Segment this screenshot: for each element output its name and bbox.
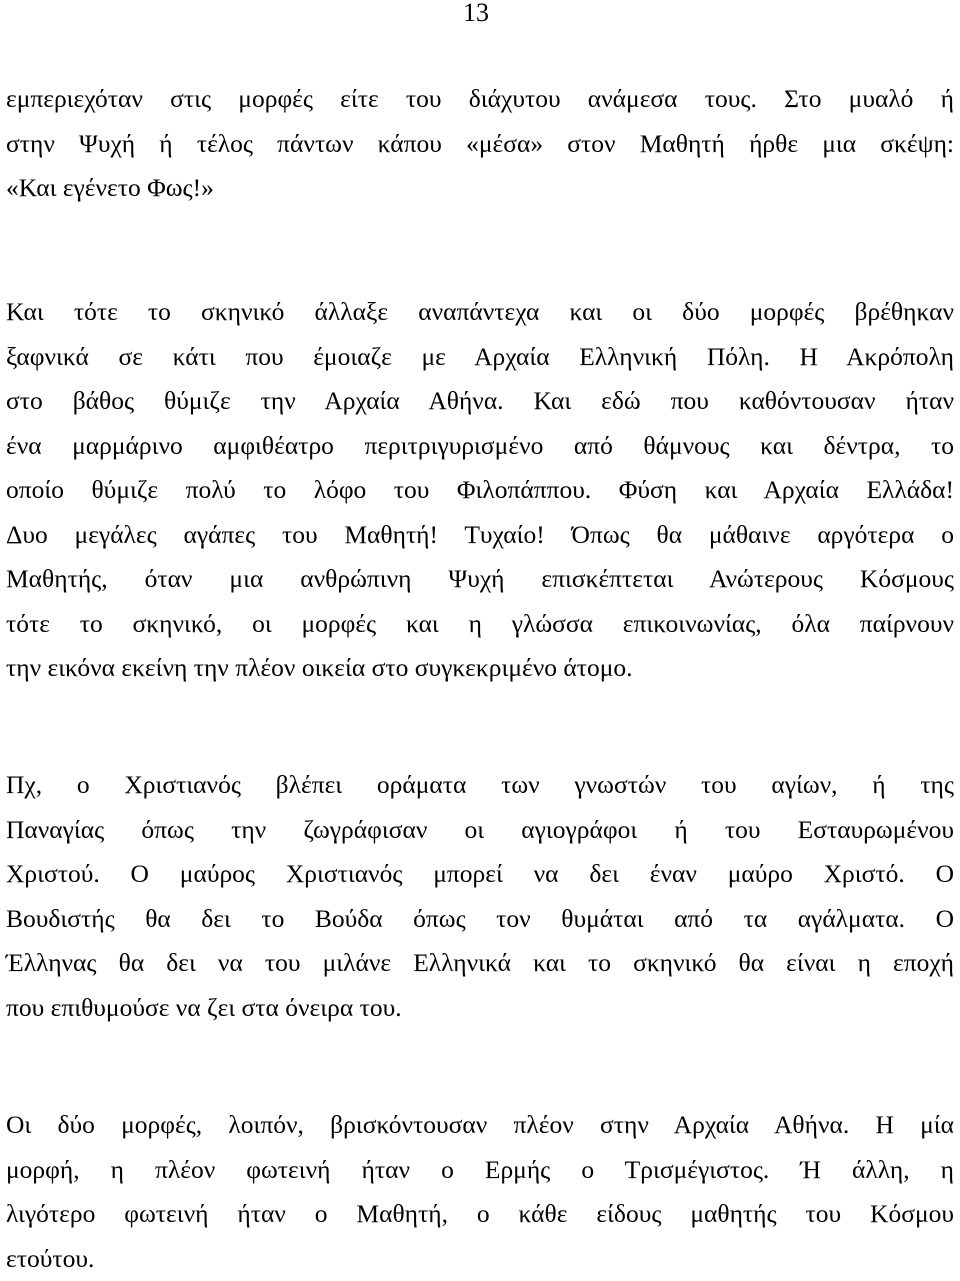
paragraph-2: [6, 290, 954, 691]
text-line: Δυο μεγάλες αγάπες του Μαθητή! Τυχαίο! Όπως θα μάθαινε αργότερα ο: [6, 513, 954, 558]
text-line: Χριστού. Ο μαύρος Χριστιανός μπορεί να δει έναν μαύρο Χριστό. Ο: [6, 852, 954, 897]
text-line: Μαθητής, όταν μια ανθρώπινη Ψυχή επισκέπτεται Ανώτερους Κόσμους: [6, 557, 954, 602]
text-line: τότε το σκηνικό, οι μορφές και η γλώσσα επικοινωνίας, όλα παίρνουν: [6, 602, 954, 647]
text-line: ξαφνικά σε κάτι που έμοιαζε με Αρχαία Ελληνική Πόλη. Η Ακρόπολη: [6, 335, 954, 380]
text-line: Βουδιστής θα δει το Βούδα όπως τον θυμάται από τα αγάλματα. Ο: [6, 897, 954, 942]
text-line: «Και εγένετο Φως!»: [6, 166, 954, 211]
text-line: στο βάθος θύμιζε την Αρχαία Αθήνα. Και εδώ που καθόντουσαν ήταν: [6, 379, 954, 424]
text-line: την εικόνα εκείνη την πλέον οικεία στο συγκεκριμένο άτομο.: [6, 646, 954, 691]
text-line: εμπεριεχόταν στις μορφές είτε του διάχυτου ανάμεσα τους. Στο μυαλό ή: [6, 77, 954, 122]
page-number: 13: [463, 0, 489, 30]
paragraph-4: [6, 1103, 954, 1281]
paragraph-1: [6, 77, 954, 211]
text-line: μορφή, η πλέον φωτεινή ήταν ο Ερμής ο Τρισμέγιστος. Ή άλλη, η: [6, 1148, 954, 1193]
paragraph-3: [6, 763, 954, 1030]
text-line: ένα μαρμάρινο αμφιθέατρο περιτριγυρισμένο από θάμνους και δέντρα, το: [6, 424, 954, 469]
text-line: ετούτου.: [6, 1237, 954, 1281]
text-line: Παναγίας όπως την ζωγράφισαν οι αγιογράφοι ή του Εσταυρωμένου: [6, 808, 954, 853]
text-line: στην Ψυχή ή τέλος πάντων κάπου «μέσα» στον Μαθητή ήρθε μια σκέψη:: [6, 122, 954, 167]
text-line: Έλληνας θα δει να του μιλάνε Ελληνικά και το σκηνικό θα είναι η εποχή: [6, 941, 954, 986]
text-line: λιγότερο φωτεινή ήταν ο Μαθητή, ο κάθε είδους μαθητής του Κόσμου: [6, 1192, 954, 1237]
text-line: Οι δύο μορφές, λοιπόν, βρισκόντουσαν πλέον στην Αρχαία Αθήνα. Η μία: [6, 1103, 954, 1148]
text-line: Πχ, ο Χριστιανός βλέπει οράματα των γνωστών του αγίων, ή της: [6, 763, 954, 808]
text-line: Και τότε το σκηνικό άλλαξε αναπάντεχα και οι δύο μορφές βρέθηκαν: [6, 290, 954, 335]
text-line: οποίο θύμιζε πολύ το λόφο του Φιλοπάππου. Φύση και Αρχαία Ελλάδα!: [6, 468, 954, 513]
text-line: που επιθυμούσε να ζει στα όνειρα του.: [6, 986, 954, 1031]
